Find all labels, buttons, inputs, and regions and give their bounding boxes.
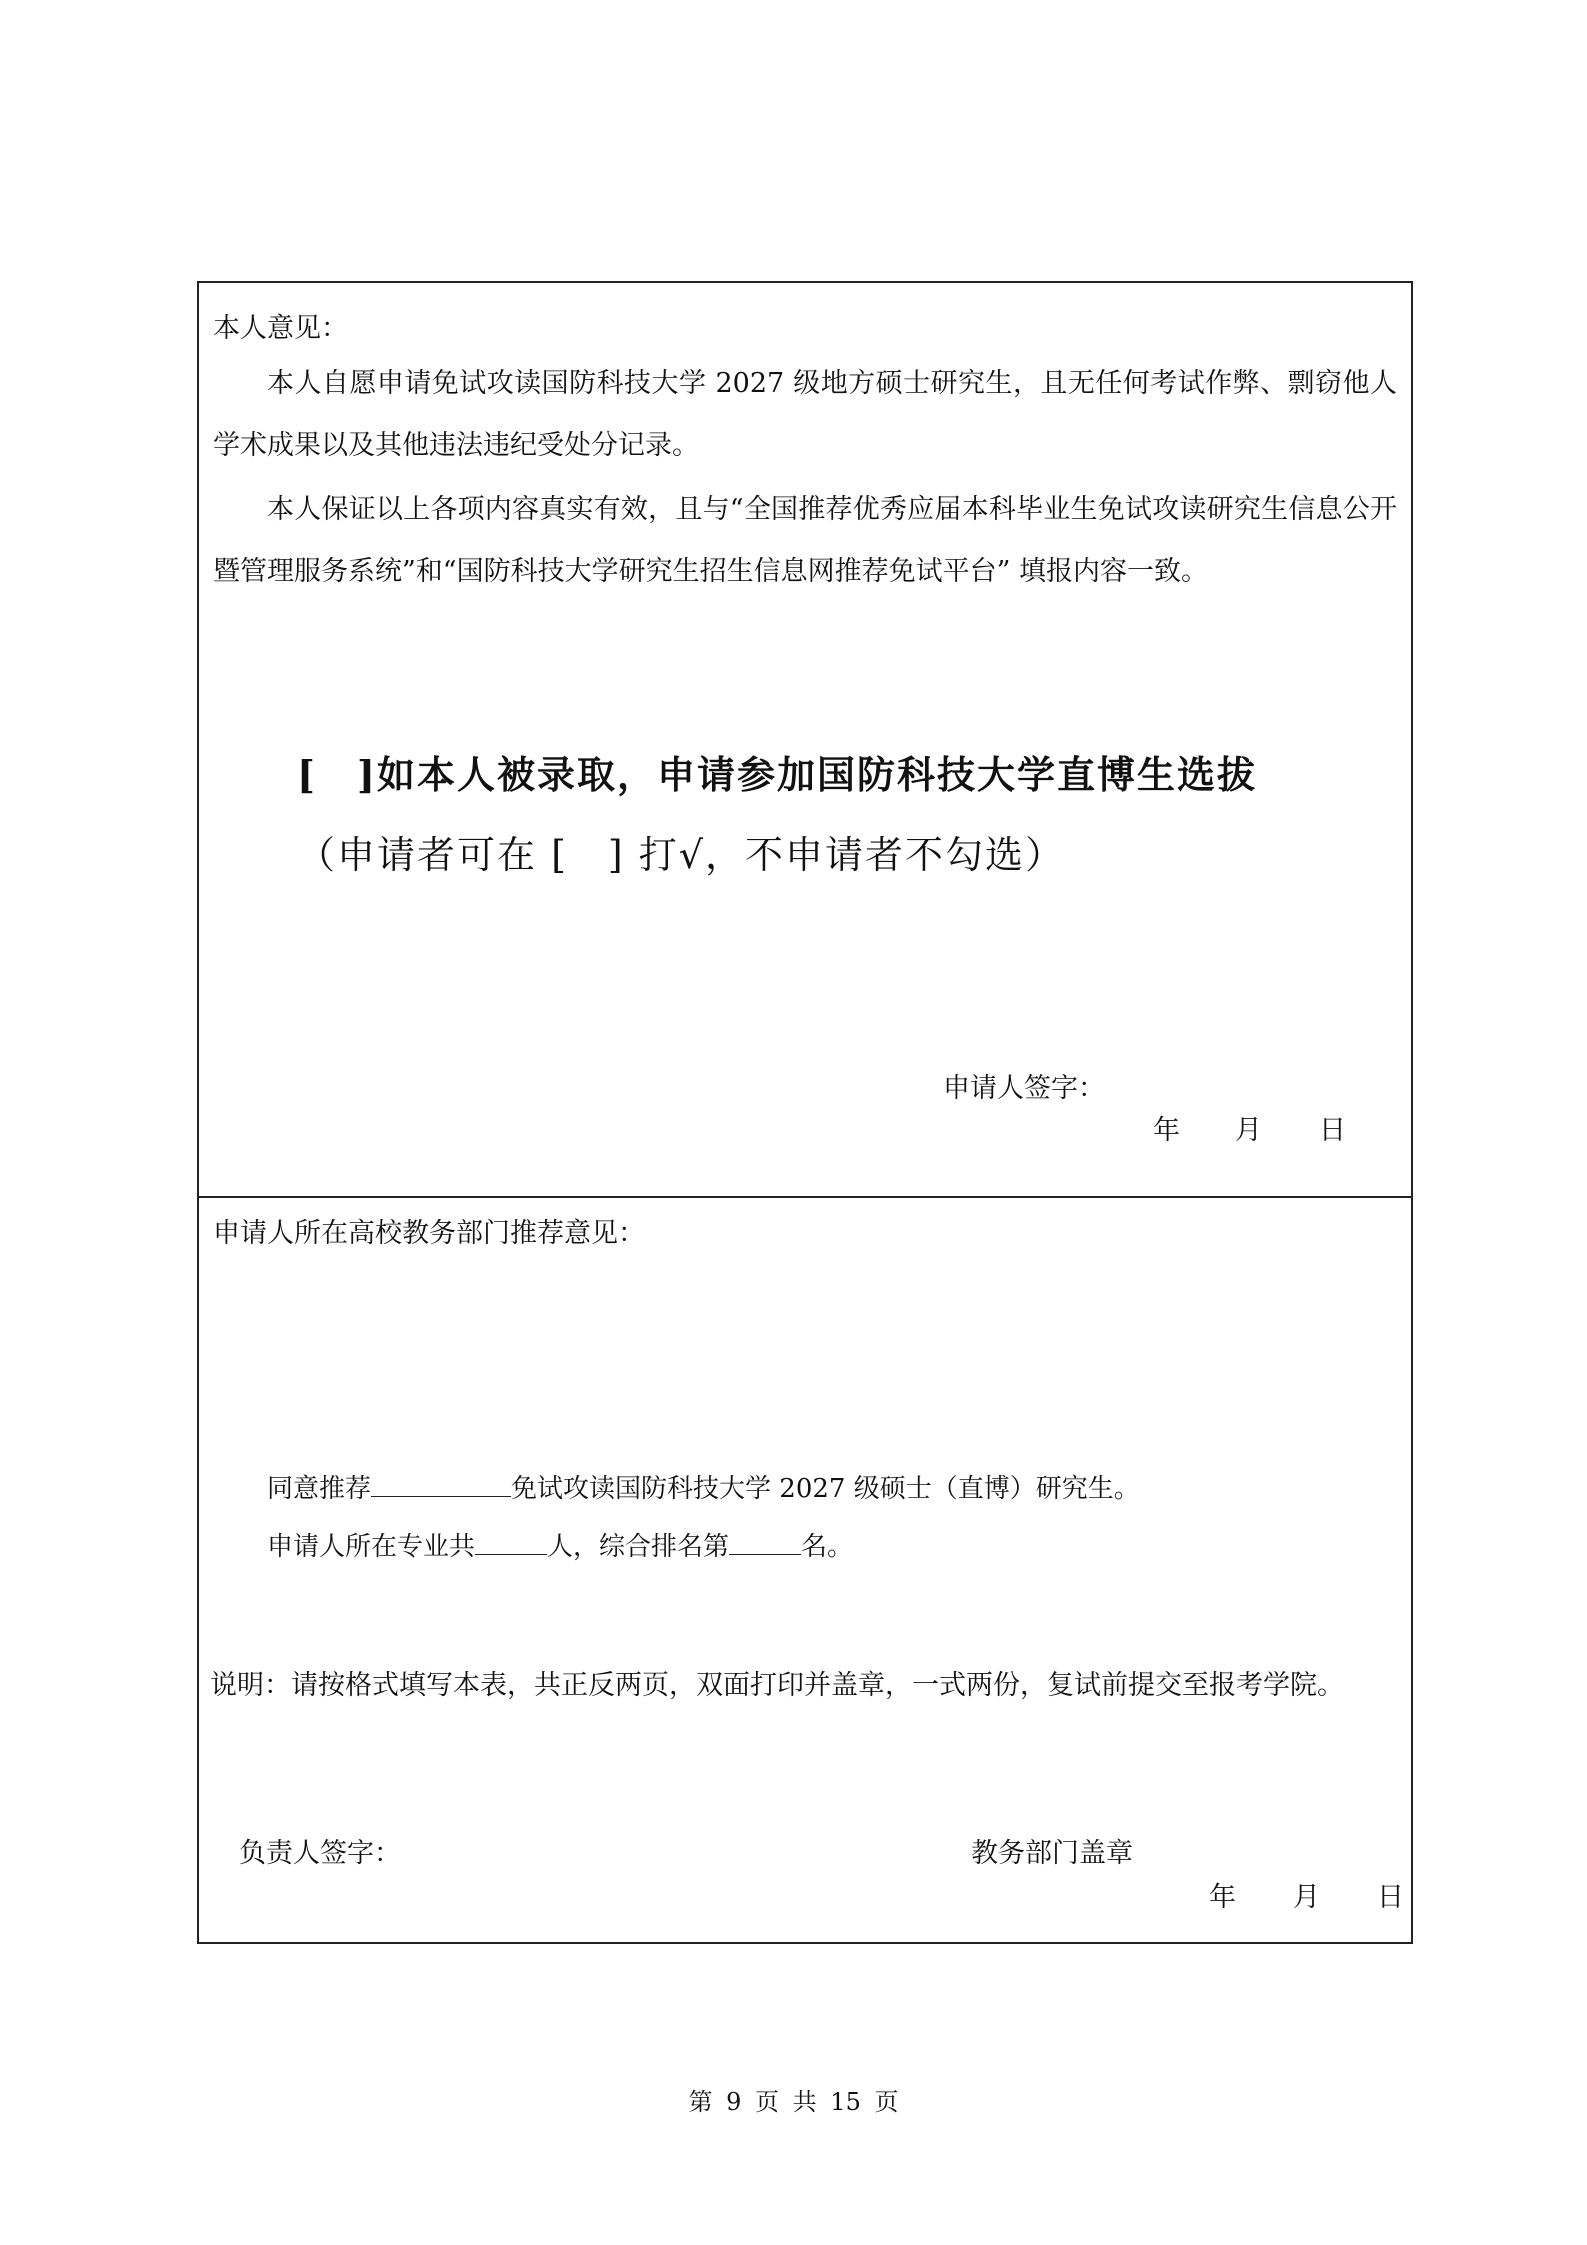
- school-date-month: 月: [1293, 1882, 1320, 1913]
- self-opinion-paragraph-2: 本人保证以上各项内容真实有效，且与“全国推荐优秀应届本科毕业生免试攻读研究生信息公开暨管理服务系统”和“国防科技大学研究生招生信息网推荐免试平台” 填报内容一致。: [213, 494, 1397, 587]
- self-opinion-heading: 本人意见：: [213, 313, 348, 344]
- self-opinion-paragraph-1: 本人自愿申请免试攻读国防科技大学 2027 级地方硕士研究生，且无任何考试作弊、剽窃他人学术成果以及其他违法违纪受处分记录。: [213, 368, 1397, 461]
- school-recommendation-heading: 申请人所在高校教务部门推荐意见：: [213, 1218, 645, 1249]
- ranking-part-2: 人，综合排名第: [547, 1532, 730, 1562]
- page-number: 第 9 页 共 15 页: [688, 2088, 899, 2116]
- direct-phd-option[interactable]: [ ]如本人被录取，申请参加国防科技大学直博生选拔: [297, 752, 1257, 797]
- school-date-year: 年: [1209, 1882, 1236, 1913]
- recommend-suffix: 免试攻读国防科技大学 2027 级硕士（直博）研究生。: [511, 1474, 1140, 1504]
- footer-note: 说明：请按格式填写本表，共正反两页，双面打印并盖章，一式两份，复试前提交至报考学院。: [210, 1670, 1344, 1701]
- applicant-date-day: 日: [1319, 1115, 1346, 1146]
- rank-blank[interactable]: [729, 1528, 801, 1555]
- direct-phd-note: （申请者可在 [ ] 打√，不申请者不勾选）: [297, 833, 1066, 877]
- responsible-signature-label: 负责人签字：: [239, 1838, 401, 1869]
- ranking-part-3: 名。: [801, 1532, 854, 1562]
- recommended-name-blank[interactable]: [371, 1470, 511, 1497]
- recommend-prefix: 同意推荐: [267, 1474, 372, 1504]
- applicant-date-month: 月: [1235, 1115, 1262, 1146]
- ranking-line: [267, 1528, 853, 1562]
- self-opinion-section: [199, 283, 1411, 1198]
- school-recommendation-section: [199, 1198, 1411, 1942]
- applicant-date-year: 年: [1153, 1115, 1180, 1146]
- ranking-part-1: 申请人所在专业共: [267, 1532, 476, 1562]
- recommend-line: [267, 1470, 1140, 1504]
- school-date-day: 日: [1377, 1882, 1404, 1913]
- applicant-signature-label: 申请人签字：: [943, 1073, 1105, 1104]
- seal-label: 教务部门盖章: [971, 1838, 1133, 1869]
- major-total-blank[interactable]: [475, 1528, 547, 1555]
